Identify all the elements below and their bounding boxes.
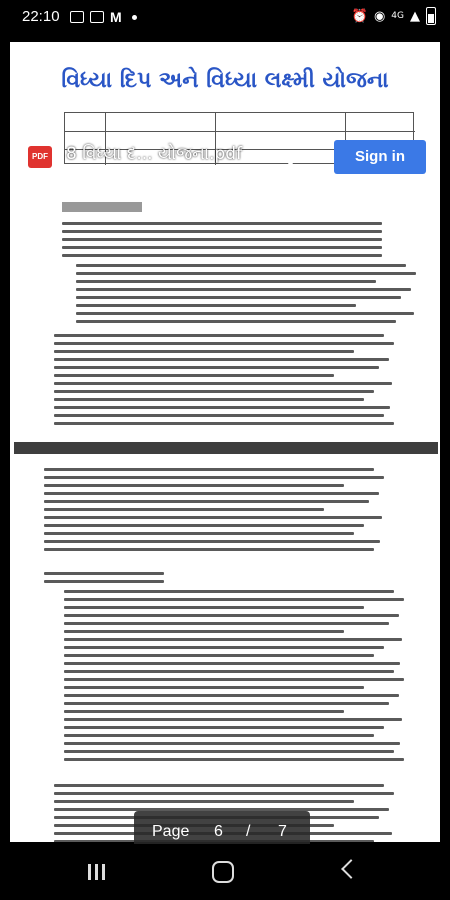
doc-text-line (76, 288, 411, 291)
recents-icon[interactable] (88, 864, 108, 880)
battery-icon (426, 7, 436, 25)
doc-text-line (64, 630, 344, 633)
doc-text-line (44, 572, 164, 575)
hotspot-icon: ◉ (373, 8, 386, 24)
page-title: વિધ્યા દિપ અને વિધ્યા લક્ષ્મી યોજના (61, 68, 389, 93)
back-icon[interactable] (341, 859, 361, 879)
doc-text-line (62, 246, 382, 249)
doc-text-line (44, 532, 354, 535)
doc-text-line (76, 280, 376, 283)
doc-text-line (44, 524, 364, 527)
page-label: Page (152, 823, 190, 840)
doc-text-line (44, 492, 379, 495)
doc-text-line (64, 678, 404, 681)
m-app-icon: M (110, 9, 122, 25)
doc-text-line (44, 548, 374, 551)
doc-text-line (54, 374, 334, 377)
doc-text-line (64, 622, 389, 625)
doc-text-line (64, 670, 394, 673)
sign-in-button[interactable]: Sign in (334, 140, 426, 174)
doc-text-line (64, 590, 394, 593)
doc-text-line (64, 614, 399, 617)
doc-text-line (76, 264, 406, 267)
doc-text-line (76, 320, 396, 323)
image-icon (70, 11, 84, 23)
doc-text-line (64, 686, 364, 689)
doc-text-line (54, 358, 389, 361)
doc-text-line (54, 382, 392, 385)
doc-text-line (54, 390, 374, 393)
doc-text-line (62, 238, 382, 241)
page-total: 7 (278, 823, 287, 840)
doc-text-line (64, 702, 389, 705)
doc-text-line (64, 638, 402, 641)
notification-dot-icon (132, 15, 137, 20)
pdf-viewer[interactable] (14, 112, 438, 842)
page-current: 6 (214, 823, 223, 840)
doc-text-line (76, 296, 401, 299)
page-separator (14, 442, 438, 454)
navigation-bar (0, 844, 450, 900)
doc-text-line (62, 254, 382, 257)
doc-text-line (64, 654, 374, 657)
status-bar (0, 0, 450, 34)
pdf-page (14, 454, 438, 842)
home-icon[interactable] (212, 861, 234, 883)
section-heading (62, 202, 142, 212)
doc-text-line (64, 758, 404, 761)
doc-text-line (54, 366, 379, 369)
pdf-filename: 8 વિધ્યા દ... યોજના.pdf (66, 144, 243, 164)
doc-text-line (44, 516, 382, 519)
doc-text-line (54, 342, 394, 345)
doc-text-line (54, 350, 354, 353)
doc-text-line (44, 500, 369, 503)
doc-text-line (44, 484, 344, 487)
alarm-icon: ⏰ (351, 8, 368, 24)
doc-text-line (64, 694, 399, 697)
gallery-icon (90, 11, 104, 23)
more-options-icon[interactable] (286, 144, 294, 168)
doc-text-line (44, 508, 324, 511)
signal-icon: ▲ (410, 8, 420, 24)
page-separator-slash: / (246, 823, 251, 840)
doc-text-line (62, 222, 382, 225)
status-icons-right (352, 7, 436, 25)
doc-text-line (64, 598, 404, 601)
doc-text-line (64, 606, 364, 609)
doc-text-line (64, 750, 394, 753)
signal-label: 4G (391, 11, 404, 21)
doc-text-line (64, 646, 384, 649)
doc-text-line (54, 422, 394, 425)
doc-text-line (54, 800, 354, 803)
doc-text-line (54, 784, 384, 787)
doc-text-line (44, 580, 164, 583)
doc-text-line (76, 304, 356, 307)
doc-text-line (44, 476, 384, 479)
doc-text-line (64, 662, 400, 665)
pdf-file-icon: PDF (28, 146, 52, 168)
doc-text-line (64, 734, 374, 737)
doc-text-line (62, 230, 382, 233)
doc-text-line (44, 540, 380, 543)
doc-text-line (64, 718, 402, 721)
doc-text-line (64, 742, 400, 745)
doc-text-line (76, 272, 416, 275)
doc-text-line (76, 312, 414, 315)
doc-text-line (54, 406, 390, 409)
doc-text-line (44, 468, 374, 471)
doc-text-line (54, 398, 364, 401)
doc-text-line (54, 414, 384, 417)
doc-text-line (64, 710, 344, 713)
app-content (0, 34, 450, 844)
status-time: 22:10 (22, 8, 60, 25)
doc-text-line (64, 726, 384, 729)
status-icons-left (70, 9, 137, 25)
doc-text-line (54, 792, 394, 795)
pdf-toolbar (14, 132, 438, 184)
doc-text-line (54, 334, 384, 337)
